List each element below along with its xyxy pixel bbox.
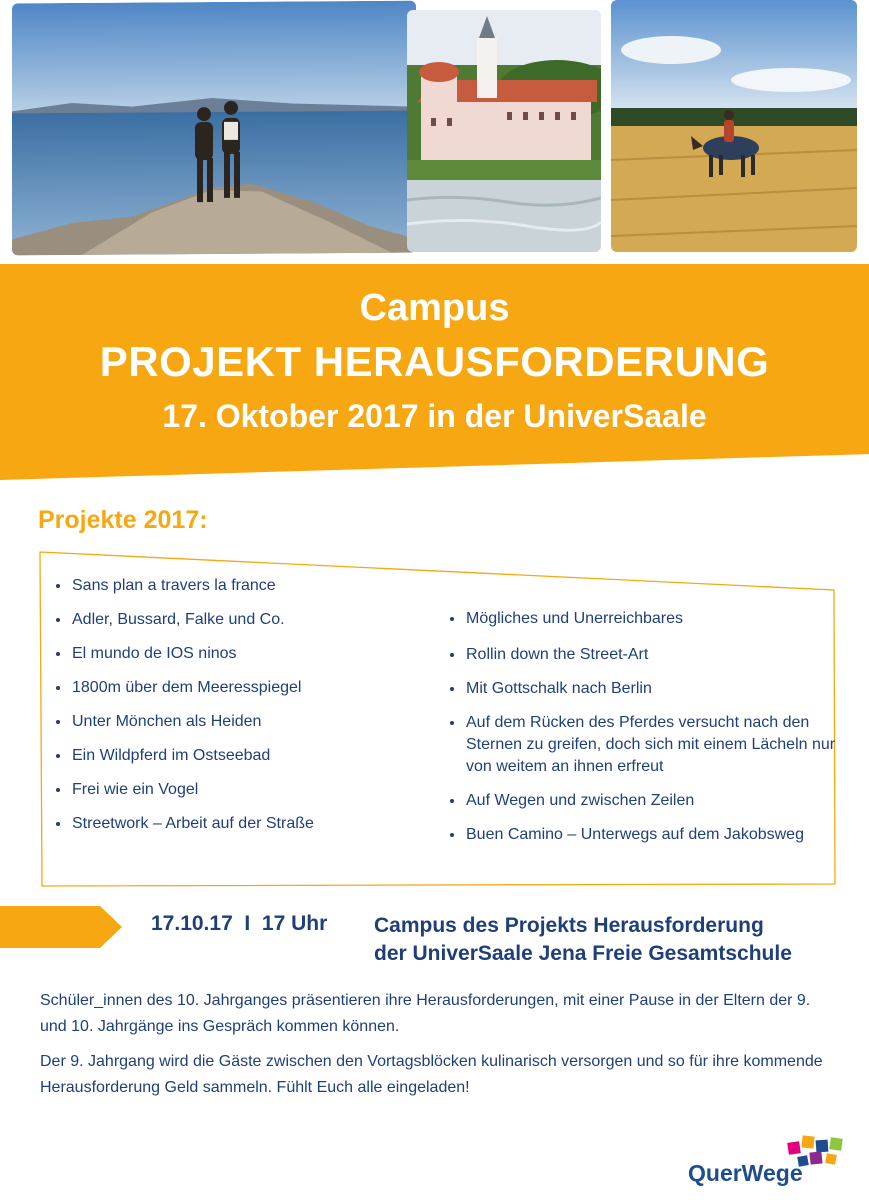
list-item: Auf dem Rücken des Pferdes versucht nach den Sternen zu greifen, doch sich mit einem Lächeln nur von weitem an ihnen erfreut <box>446 712 836 778</box>
querwege-logo <box>686 1134 846 1192</box>
list-item: Mit Gottschalk nach Berlin <box>446 678 836 700</box>
event-place <box>374 912 792 968</box>
list-item: Unter Mönchen als Heiden <box>52 711 422 733</box>
list-item: Mögliches und Unerreichbares <box>446 608 836 630</box>
event-datetime: 17.10.17 I 17 Uhr <box>151 912 328 935</box>
list-item: Sans plan a travers la france <box>52 575 422 597</box>
monastery-river-photo <box>407 10 601 252</box>
description-paragraph-2: Der 9. Jahrgang wird die Gäste zwischen den Vortagsblöcken kulinarisch versorgen und so für ihre kommende Herausforderung Geld sammeln. Fühlt Euch alle eingeladen! <box>40 1053 823 1096</box>
horse-rider-field-photo <box>611 0 857 252</box>
list-item: Adler, Bussard, Falke und Co. <box>52 609 422 631</box>
list-item: Frei wie ein Vogel <box>52 779 422 801</box>
projects-title: Projekte 2017: <box>38 506 208 534</box>
list-item: Ein Wildpferd im Ostseebad <box>52 745 422 767</box>
banner-line-date: 17. Oktober 2017 in der UniverSaale <box>162 398 707 434</box>
projects-list-right <box>446 608 836 846</box>
event-place-line1: Campus des Projekts Herausforderung <box>374 914 764 937</box>
hikers-on-cliff-photo <box>12 1 416 256</box>
list-item: Streetwork – Arbeit auf der Straße <box>52 813 422 835</box>
logo-text: QuerWege <box>688 1160 803 1186</box>
list-item: Rollin down the Street-Art <box>446 644 836 666</box>
list-item: Auf Wegen und zwischen Zeilen <box>446 790 836 812</box>
projects-list-left <box>52 575 422 847</box>
banner-line-campus: Campus <box>359 287 510 329</box>
event-place-line2: der UniverSaale Jena Freie Gesamtschule <box>374 942 792 965</box>
banner-heading <box>0 282 869 442</box>
list-item: Buen Camino – Unterwegs auf dem Jakobsweg <box>446 824 836 846</box>
arrow-shape-icon <box>0 904 124 950</box>
list-item: 1800m über dem Meeresspiegel <box>52 677 422 699</box>
list-item: El mundo de IOS ninos <box>52 643 422 665</box>
banner-line-project: PROJEKT HERAUSFORDERUNG <box>99 338 770 385</box>
description-paragraph-1: Schüler_innen des 10. Jahrganges präsentieren ihre Herausforderungen, mit einer Pause in der Eltern der 9. und 10. Jahrgänge ins Gespräch kommen können. <box>40 992 811 1035</box>
